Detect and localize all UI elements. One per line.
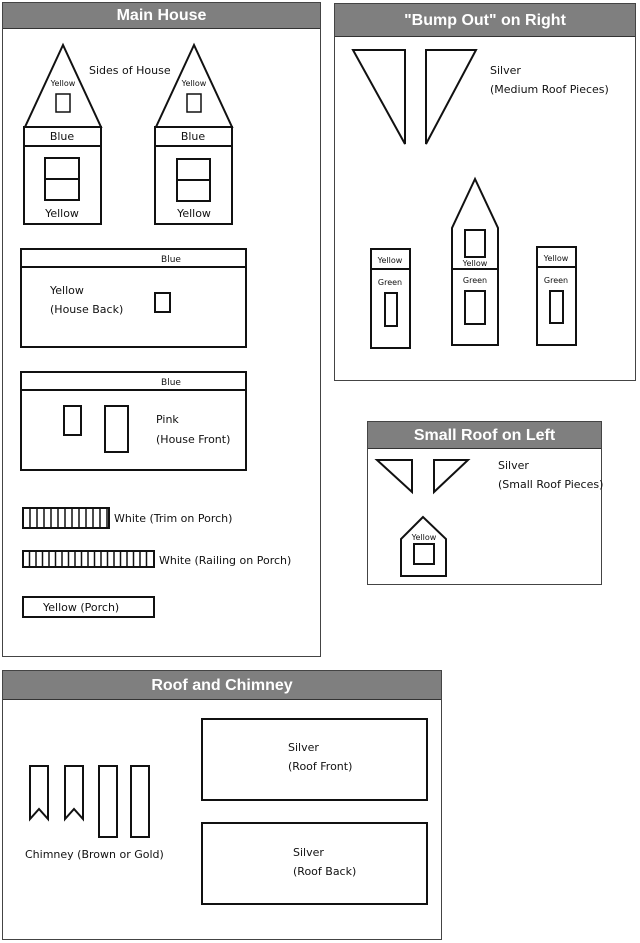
bump-out-side-left-bottom-label: Green (377, 278, 403, 287)
bump-out-diagram (335, 4, 637, 382)
chimney-piece-3 (99, 766, 117, 837)
small-roof-panel (367, 421, 602, 585)
house-back-name-label: (House Back) (50, 303, 124, 316)
roof-back-piece (202, 823, 427, 904)
roof-back (202, 823, 427, 904)
side-right-base-label: Yellow (177, 207, 211, 220)
bump-out-title: "Bump Out" on Right (335, 4, 635, 37)
bump-out-front-bottom-label: Green (462, 276, 488, 285)
house-front-panel (21, 372, 246, 470)
side-left-base-label: Yellow (45, 207, 79, 220)
roof-back-name: (Roof Back) (293, 865, 357, 878)
porch (23, 597, 154, 617)
roof-front-color: Silver (288, 741, 319, 754)
chimney-piece-4 (131, 766, 149, 837)
porch-label: Yellow (Porch) (43, 601, 120, 614)
small-roof-diagram (368, 422, 603, 586)
chimney-label: Chimney (Brown or Gold) (25, 848, 164, 861)
side-left-roof-label: Yellow (50, 79, 76, 88)
bump-out-front-upper-window (465, 230, 485, 257)
roof-chimney-panel (2, 670, 442, 940)
bump-out-roof-color: Silver (490, 64, 521, 77)
side-left-attic-window (56, 94, 70, 112)
roof-chimney-diagram (3, 671, 443, 941)
porch-railing-label: White (Railing on Porch) (159, 554, 292, 567)
porch-trim-label: White (Trim on Porch) (114, 512, 233, 525)
side-right-band-label: Blue (180, 130, 206, 143)
bump-out-side-left-window (385, 293, 397, 326)
bump-out-side-right (537, 247, 576, 345)
house-front-color-label: Pink (156, 413, 179, 426)
small-roof-piece-left (377, 460, 412, 492)
porch-trim-strip (23, 508, 109, 528)
small-roof-color: Silver (498, 459, 529, 472)
small-roof-piece-right (434, 460, 468, 492)
house-back (21, 249, 246, 347)
side-right-attic-window (187, 94, 201, 112)
house-back-band-label: Blue (161, 255, 181, 265)
chimney-piece-2 (65, 766, 83, 819)
porch-railing (23, 551, 291, 567)
main-house-panel (2, 2, 321, 657)
sides-of-house-label: Sides of House (89, 64, 171, 77)
small-roof-name: (Small Roof Pieces) (498, 478, 604, 491)
house-back-color-label: Yellow (50, 284, 84, 297)
bump-out-side-left-top-label: Yellow (377, 256, 403, 265)
small-roof-gable-window (414, 544, 434, 564)
porch-trim (23, 508, 232, 528)
bump-out-side-right-top-label: Yellow (543, 254, 569, 263)
bump-out-roof-piece-right (426, 50, 476, 144)
roof-chimney-title: Roof and Chimney (3, 671, 441, 700)
bump-out-side-right-window (550, 291, 563, 323)
small-roof-title: Small Roof on Left (368, 422, 601, 449)
house-front-window (64, 406, 81, 435)
main-house-diagram (3, 3, 322, 658)
bump-out-side-right-bottom-label: Green (543, 276, 569, 285)
house-front-door (105, 406, 128, 452)
main-house-title: Main House (3, 3, 320, 29)
small-roof-gable (401, 517, 446, 576)
house-back-window (155, 293, 170, 312)
house-front-name-label: (House Front) (156, 433, 231, 446)
bump-out-front-top-label: Yellow (462, 259, 488, 268)
house-front-band-label: Blue (161, 378, 181, 388)
side-right-roof-label: Yellow (181, 79, 207, 88)
roof-front-name: (Roof Front) (288, 760, 353, 773)
bump-out-panel (334, 3, 636, 381)
small-roof-gable-label: Yellow (411, 533, 437, 542)
chimney-piece-1 (30, 766, 48, 819)
bump-out-front-lower-window (465, 291, 485, 324)
side-left-band-label: Blue (49, 130, 75, 143)
bump-out-side-left (371, 249, 410, 348)
roof-back-color: Silver (293, 846, 324, 859)
bump-out-roof-piece-left (353, 50, 405, 144)
house-back-panel (21, 249, 246, 347)
bump-out-roof-name: (Medium Roof Pieces) (490, 83, 609, 96)
house-front (21, 372, 246, 470)
bump-out-front (452, 179, 498, 345)
roof-front (202, 719, 427, 800)
